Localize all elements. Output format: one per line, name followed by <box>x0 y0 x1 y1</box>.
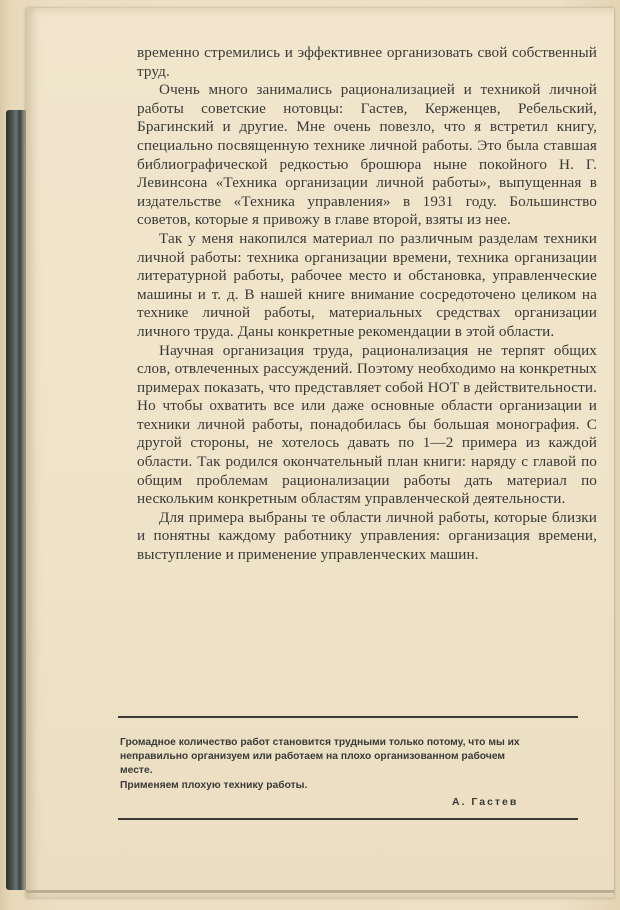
paragraph: Очень много занимались рационализацией и техникой личной работы советские нотовцы: Гастев, Керженцев, Ребельский, Брагинский и другие. Мне очень повезло, что я встретил книгу, специально посвященную технике личной работы. Это была ставшая библиографической редкостью брошюра ныне покойного Н. Г. Левинсона «Техника организации личной работы», выпущенная в издательстве «Техника управления» в 1931 году. Большинство советов, которые я привожу в главе второй, взяты из нее. <box>137 81 597 229</box>
paragraph: Для примера выбраны те области личной работы, которые близки и понятны каждому работнику управления: организация времени, выступление и применение управленческих машин. <box>137 508 597 564</box>
epigraph-text: Громадное количество работ становится трудными только потому, что мы их неправильно организуем или работаем на плохо организованном рабочем месте. <box>120 737 520 777</box>
epigraph-text: Применяем плохую технику работы. <box>120 779 308 791</box>
epigraph <box>120 736 540 793</box>
body-text <box>137 44 597 565</box>
paragraph: Так у меня накопился материал по различным разделам техники личной работы: техника организации времени, техника организации литературной работы, рабочее место и обстановка, управленческие машины и т. д. В нашей книге внимание сосредоточено целиком на технике личной работы, материальных средствах организации личного труда. Даны конкретные рекомендации в этой области. <box>137 229 597 340</box>
page-bottom-edge <box>26 890 614 893</box>
paragraph-continuation: временно стремились и эффективнее организовать свой собственный труд. <box>137 44 597 80</box>
book-spine-edge <box>6 110 28 890</box>
epigraph-author: А. Гастев <box>452 796 519 808</box>
paragraph: Научная организация труда, рационализация не терпят общих слов, отвлеченных рассуждений. Поэтому необходимо на конкретных примерах показать, что представляет собой НОТ в действительности. Но чтобы охватить все или даже основные области организации и техники личной работы, понадобилась бы большая монография. С другой стороны, не хотелось давать по 1—2 примера из каждой области. Так родился окончательный план книги: наряду с главой по общим проблемам рационализации работы дать материал по нескольким конкретным областям управленческой деятельности. <box>137 341 597 508</box>
epigraph-bottom-rule <box>118 818 578 820</box>
epigraph-top-rule <box>118 716 578 718</box>
